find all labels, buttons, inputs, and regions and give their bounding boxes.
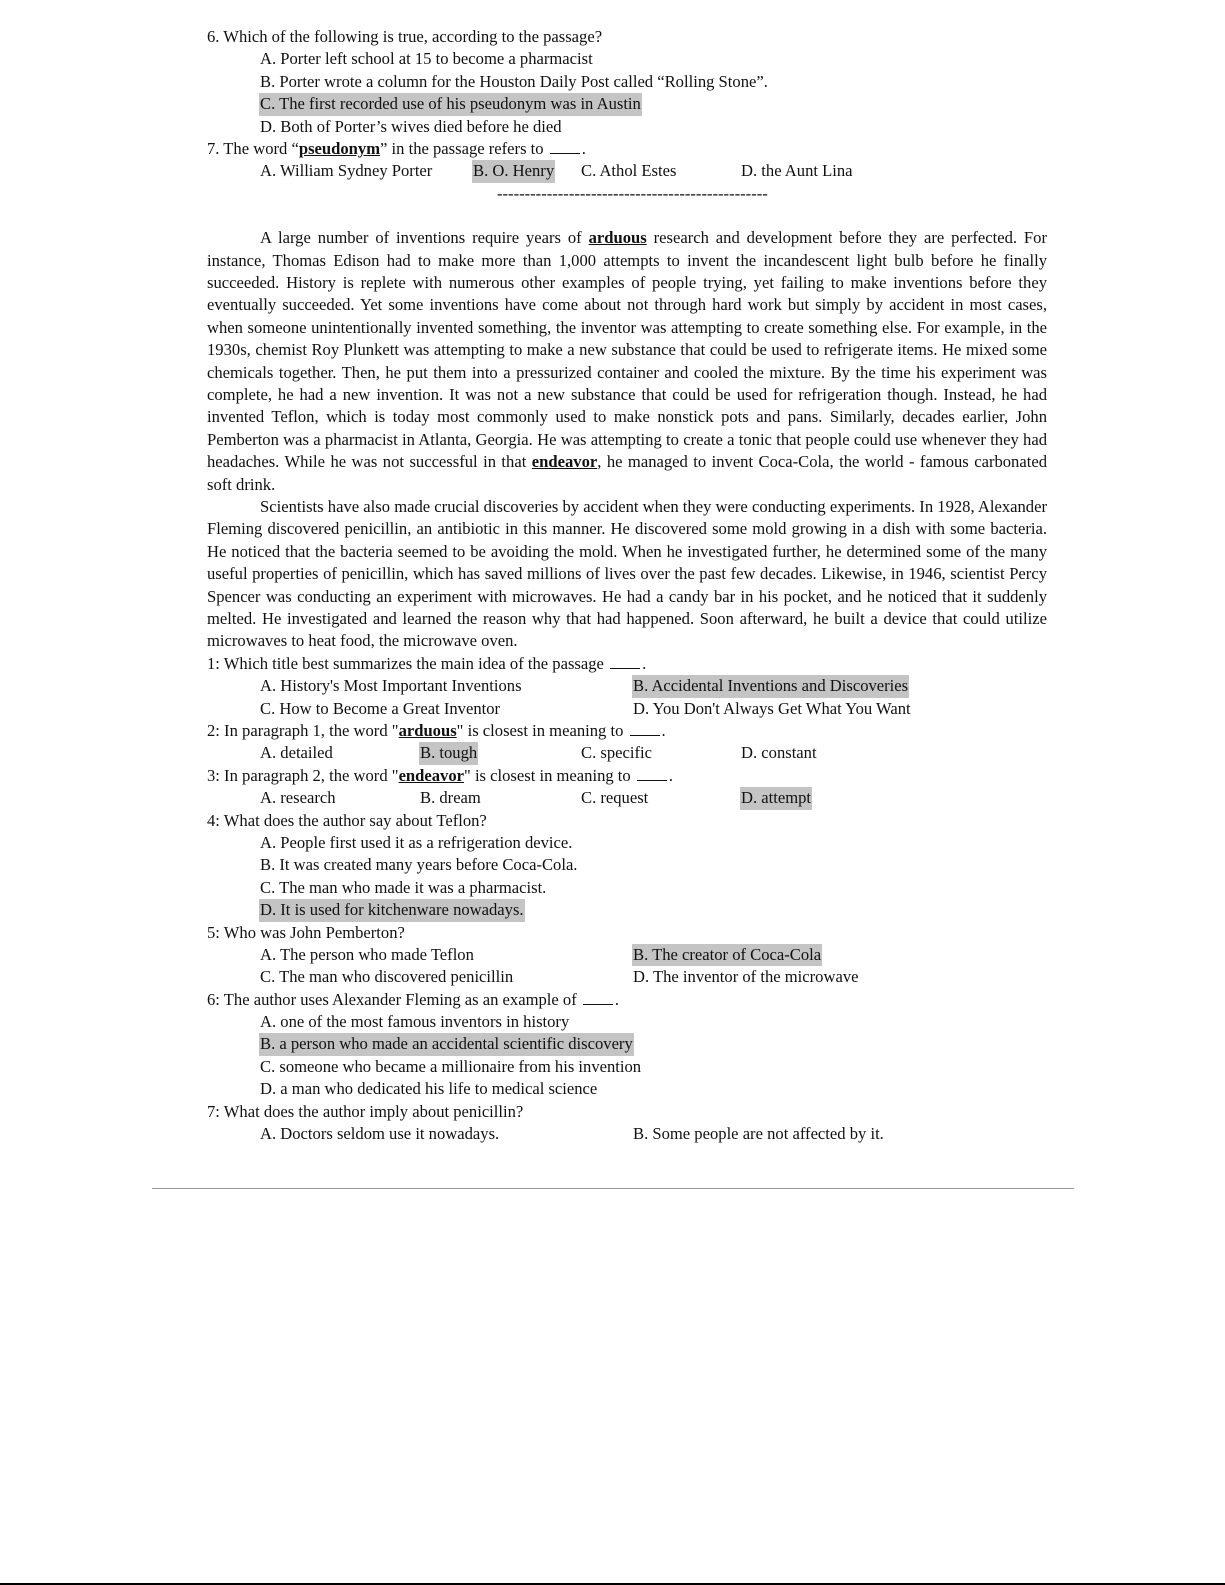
option-a-text: A. research: [260, 788, 336, 808]
question-text: 2: In paragraph 1, the word ": [207, 721, 399, 741]
option-a-text: A. The person who made Teflon: [260, 944, 474, 964]
question-7-prev: [207, 138, 1047, 160]
option-c-text: C. Athol Estes: [581, 161, 677, 181]
reading-passage: [207, 227, 1047, 653]
option-d-text: D. Both of Porter’s wives died before he died: [260, 116, 562, 136]
document-page: [207, 26, 1047, 1145]
option-c-text: C. someone who became a millionaire from his invention: [260, 1056, 642, 1076]
highlighted-answer: D. It is used for kitchenware nowadays.: [259, 899, 525, 921]
option-c-text: C. The man who discovered penicillin: [260, 967, 514, 987]
option-b-text: B. Porter wrote a column for the Houston Daily Post called “Rolling Stone”.: [260, 71, 768, 91]
question-text: " is closest in meaning to: [464, 765, 631, 785]
option-a-text: A. detailed: [260, 743, 333, 763]
question-1: [207, 653, 1047, 675]
answer-blank: [630, 721, 660, 736]
question-text: 7: What does the author imply about penicillin?: [207, 1101, 524, 1121]
passage-text: A large number of inventions require years of: [260, 228, 582, 248]
keyword-endeavor: endeavor: [531, 452, 598, 472]
answer-blank: [550, 139, 580, 154]
option-d-text: D. a man who dedicated his life to medical science: [260, 1079, 598, 1099]
option-b: [207, 71, 1047, 93]
options-row: [207, 1123, 1047, 1145]
option-b-text: B. Some people are not affected by it.: [633, 1124, 884, 1144]
option-d: [207, 116, 1047, 138]
highlighted-answer: B. Accidental Inventions and Discoveries: [632, 675, 909, 697]
options-row: [207, 675, 1047, 697]
options-row: [207, 966, 1047, 988]
question-text: 6: The author uses Alexander Fleming as an example of: [207, 989, 577, 1009]
question-end: .: [668, 765, 674, 785]
question-end: .: [642, 653, 647, 673]
question-5: [207, 922, 1047, 944]
answer-blank: [610, 654, 640, 669]
question-text: 4: What does the author say about Teflon?: [207, 810, 487, 830]
question-text: " is closest in meaning to: [456, 721, 624, 741]
option-a: [207, 832, 1047, 854]
question-end: .: [581, 138, 586, 158]
keyword-arduous: arduous: [588, 228, 647, 248]
option-c-text: C. The man who made it was a pharmacist.: [260, 877, 547, 897]
options-row: [207, 787, 1047, 809]
option-a-text: A. William Sydney Porter: [260, 161, 433, 181]
option-a: [207, 1011, 1047, 1033]
page-divider: [152, 1188, 1074, 1189]
question-end: .: [614, 989, 620, 1009]
question-7: [207, 1101, 1047, 1123]
paragraph-2: [207, 496, 1047, 653]
options-row: [207, 698, 1047, 720]
question-3: [207, 765, 1047, 787]
options-row: [207, 160, 1047, 182]
dashed-separator: -------------------------------------------------: [497, 183, 768, 203]
options-row: [207, 944, 1047, 966]
separator-line: [207, 183, 1047, 205]
keyword: endeavor: [398, 765, 465, 785]
option-d-text: D. The inventor of the microwave: [633, 967, 859, 987]
keyword: pseudonym: [298, 138, 381, 158]
question-end: .: [661, 721, 666, 741]
question-text: ” in the passage refers to: [380, 138, 544, 158]
highlighted-answer: C. The first recorded use of his pseudonym was in Austin: [259, 93, 642, 115]
highlighted-answer: B. a person who made an accidental scientific discovery: [259, 1033, 634, 1055]
options-row: [207, 742, 1047, 764]
option-b: [207, 1033, 1047, 1055]
option-b-text: B. It was created many years before Coca-Cola.: [260, 855, 578, 875]
option-d-text: D. constant: [741, 743, 817, 763]
option-b-text: B. dream: [420, 788, 481, 808]
option-c: [207, 877, 1047, 899]
option-c-text: C. specific: [581, 743, 652, 763]
option-a-text: A. People first used it as a refrigeration device.: [260, 832, 573, 852]
option-d-text: D. the Aunt Lina: [741, 161, 853, 181]
option-a-text: A. History's Most Important Inventions: [260, 676, 522, 696]
option-d-text: D. You Don't Always Get What You Want: [633, 698, 911, 718]
highlighted-answer: D. attempt: [740, 787, 812, 809]
option-d: [207, 899, 1047, 921]
question-6: [207, 989, 1047, 1011]
question-text: 1: Which title best summarizes the main idea of the passage: [207, 653, 604, 673]
highlighted-answer: B. tough: [419, 742, 478, 764]
option-a-text: A. Porter left school at 15 to become a pharmacist: [260, 49, 593, 69]
question-text: 5: Who was John Pemberton?: [207, 922, 405, 942]
passage-text: , he managed to invent Coca-Cola, the world - famous carbonated soft drink.: [207, 452, 1047, 494]
question-text: 6. Which of the following is true, according to the passage?: [207, 27, 603, 46]
option-c-text: C. request: [581, 788, 649, 808]
passage-text: Scientists have also made crucial discoveries by accident when they were conducting experiments. In 1928, Alexander Fleming discovered penicillin, an antibiotic in this manner. He discovered some mold growing in a dish with some bacteria. He noticed that the bacteria seemed to be avoiding the mold. When he investigated further, he determined some of the many useful properties of penicillin, which has saved millions of lives over the past few decades. Likewise, in 1946, scientist Percy Spencer was conducting an experiment with microwaves. He had a candy bar in his pocket, and he noticed that it suddenly melted. He investigated and learned the reason why that had happened. Soon afterward, he built a device that could utilize microwaves to heat food, the microwave oven.: [207, 497, 1047, 651]
question-2: [207, 720, 1047, 742]
question-text: 3: In paragraph 2, the word ": [207, 765, 399, 785]
answer-blank: [637, 766, 667, 781]
highlighted-answer: B. The creator of Coca-Cola: [632, 944, 822, 966]
option-a-text: A. Doctors seldom use it nowadays.: [260, 1124, 500, 1144]
option-c: [207, 1056, 1047, 1078]
option-d: [207, 1078, 1047, 1100]
highlighted-answer: B. O. Henry: [472, 160, 555, 182]
question-4: [207, 810, 1047, 832]
passage-text: research and development before they are perfected. For instance, Thomas Edison had to make more than 1,000 attempts to invent the incandescent light bulb before he finally succeeded. History is replete with numerous other examples of people trying, yet failing to make inventions before they eventually succeeded. Yet some inventions have come about not through hard work but simply by accident in most cases, when someone unintentionally invented something, the inventor was attempting to create something else. For example, in the 1930s, chemist Roy Plunkett was attempting to make a new substance that could be used to refrigerate items. He mixed some chemicals together. Then, he put them into a pressurized container and cooled the mixture. By the time his experiment was complete, he had a new invention. It was not a new substance that could be used for refrigeration though. Instead, he had invented Teflon, which is today most commonly used to make nonstick pots and pans. Similarly, decades earlier, John Pemberton was a pharmacist in Atlanta, Georgia. He was attempting to create a tonic that people could use whenever they had headaches. While he was not successful in that: [207, 228, 1047, 472]
option-c: [207, 93, 1047, 115]
option-a: [207, 48, 1047, 70]
answer-blank: [583, 990, 613, 1005]
question-text: 7. The word “: [207, 138, 299, 158]
option-a-text: A. one of the most famous inventors in history: [260, 1012, 570, 1032]
paragraph-1: [207, 227, 1047, 496]
question-6-prev: [207, 26, 1047, 48]
option-b: [207, 854, 1047, 876]
option-c-text: C. How to Become a Great Inventor: [260, 698, 501, 718]
keyword: arduous: [398, 721, 457, 741]
